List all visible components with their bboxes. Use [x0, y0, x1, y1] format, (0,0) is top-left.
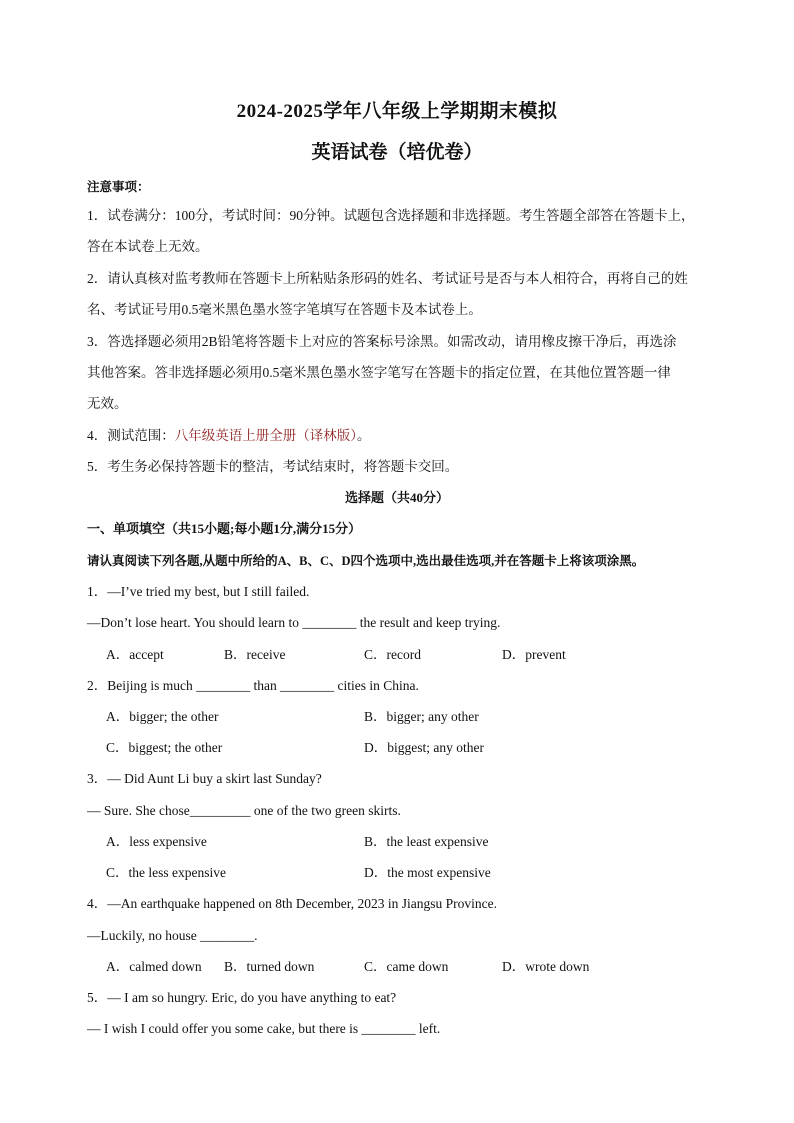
note-4-suffix: 。: [357, 428, 371, 443]
exam-subtitle: 英语试卷（培优卷）: [311, 142, 483, 163]
question-3-option-c: C．the less expensive: [106, 865, 226, 880]
note-3-line-1: 3．答选择题必须用2B铅笔将答题卡上对应的答案标号涂黑。如需改动，请用橡皮擦干净后，再选涂: [87, 334, 677, 349]
note-3-line-2: 其他答案。答非选择题必须用0.5毫米黑色墨水签字笔写在答题卡的指定位置，在其他位置答题一律: [87, 365, 671, 380]
question-4-stem-1: 4．—An earthquake happened on 8th December, 2023 in Jiangsu Province.: [87, 896, 497, 911]
section-title: 选择题（共40分）: [344, 490, 449, 505]
question-3-option-d: D．the most expensive: [364, 865, 491, 880]
question-3-option-a: A．less expensive: [106, 834, 207, 849]
note-1-line-2: 答在本试卷上无效。: [87, 239, 209, 254]
question-4-option-d: D．wrote down: [502, 959, 590, 974]
question-2-option-a: A．bigger; the other: [106, 709, 219, 724]
note-4: [87, 427, 371, 445]
question-3-option-b: B．the least expensive: [364, 834, 489, 849]
question-1-option-a: A．accept: [106, 647, 164, 662]
question-5-stem-1: 5．— I am so hungry. Eric, do you have anything to eat?: [87, 990, 397, 1005]
question-4-option-a: A．calmed down: [106, 959, 202, 974]
part-instruction: 请认真阅读下列各题,从题中所给的A、B、C、D四个选项中,选出最佳选项,并在答题卡上将该项涂黑。: [87, 554, 645, 568]
note-2-line-1: 2．请认真核对监考教师在答题卡上所粘贴条形码的姓名、考试证号是否与本人相符合，再将自己的姓: [87, 271, 688, 286]
notes-heading: 注意事项：: [87, 180, 150, 194]
question-4-option-c: C．came down: [364, 959, 449, 974]
question-2-option-b: B．bigger; any other: [364, 709, 479, 724]
question-4-stem-2: —Luckily, no house ________.: [87, 928, 258, 943]
note-3-line-3: 无效。: [87, 396, 128, 411]
question-1-option-d: D．prevent: [502, 647, 566, 662]
question-2-stem-1: 2．Beijing is much ________ than ________ cities in China.: [87, 678, 419, 693]
question-2-option-d: D．biggest; any other: [364, 740, 484, 755]
question-1-option-c: C．record: [364, 647, 421, 662]
question-3-stem-1: 3．— Did Aunt Li buy a skirt last Sunday?: [87, 771, 322, 786]
question-2-option-c: C．biggest; the other: [106, 740, 223, 755]
note-4-scope: 八年级英语上册全册（译林版）: [174, 428, 357, 443]
note-4-prefix: 4．测试范围：: [87, 428, 175, 443]
question-1-stem-1: 1．—I’ve tried my best, but I still failed.: [87, 584, 310, 599]
note-1-line-1: 1．试卷满分：100分，考试时间：90分钟。试题包含选择题和非选择题。考生答题全部答在答题卡上，: [87, 208, 695, 223]
part-title: 一、单项填空（共15小题;每小题1分,满分15分）: [87, 521, 362, 536]
question-3-stem-2: — Sure. She chose_________ one of the two green skirts.: [87, 803, 401, 818]
note-2-line-2: 名、考试证号用0.5毫米黑色墨水签字笔填写在答题卡及本试卷上。: [87, 302, 482, 317]
question-5-stem-2: — I wish I could offer you some cake, but there is ________ left.: [87, 1021, 441, 1036]
exam-title: 2024-2025学年八年级上学期期末模拟: [236, 101, 558, 122]
question-4-option-b: B．turned down: [224, 959, 315, 974]
question-1-option-b: B．receive: [224, 647, 286, 662]
question-1-stem-2: —Don’t lose heart. You should learn to ________ the result and keep trying.: [87, 615, 501, 630]
note-5: 5．考生务必保持答题卡的整洁，考试结束时，将答题卡交回。: [87, 459, 459, 474]
